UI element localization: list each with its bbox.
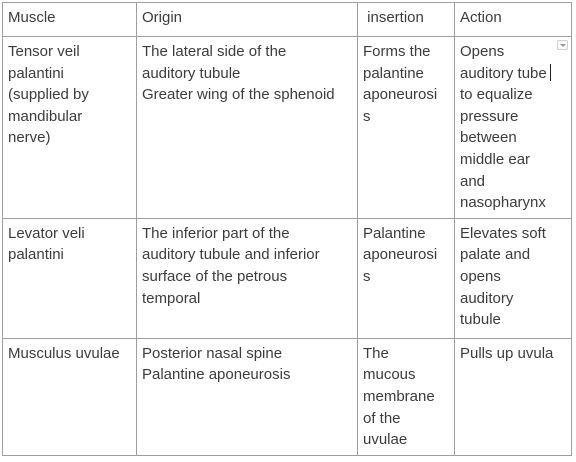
table-row [3,37,572,219]
cell-text: The lateral side of the auditory tubule Greater wing of the sphenoid [142,43,335,104]
table-row [3,218,572,338]
cell-origin[interactable] [137,37,358,219]
cell-insertion[interactable] [358,218,455,338]
header-label-action: Action [460,9,502,26]
cell-text: Musculus uvulae [8,344,120,362]
text-cursor [550,64,551,81]
cell-action[interactable] [455,338,572,455]
cell-insertion[interactable] [358,338,455,455]
cell-text: Elevates soft palate and opens auditory tubule [460,224,546,329]
cell-origin[interactable] [137,338,358,455]
cell-text: Posterior nasal spine Palantine aponeurosis [142,344,291,384]
table-row [3,338,572,455]
cell-text: to equalize pressure between middle ear and nasopharynx [460,86,546,212]
cell-text: Pulls up uvula [460,344,554,362]
cell-muscle[interactable] [3,218,137,338]
cell-action-active[interactable] [455,37,572,219]
cell-text: Forms the palantine aponeurosi s [363,43,438,125]
chevron-down-icon[interactable] [557,40,568,50]
header-label-origin: Origin [142,9,183,26]
cell-text: The inferior part of the auditory tubule and inferior surface of the petrous temporal [142,224,320,307]
cell-text: The mucous membrane of the uvulae [363,344,435,449]
header-cell-action[interactable] [455,3,572,37]
cell-origin[interactable] [137,218,358,338]
cell-text: Tensor veil palantini (supplied by mandibular nerve) [8,43,89,147]
header-cell-muscle[interactable] [3,3,137,37]
header-cell-insertion[interactable] [358,3,455,37]
header-label-muscle: Muscle [8,9,56,26]
cell-action[interactable] [455,218,572,338]
header-label-insertion: insertion [363,9,424,26]
cell-muscle[interactable] [3,338,137,455]
cell-insertion[interactable] [358,37,455,219]
cell-muscle[interactable] [3,37,137,219]
cell-text: Levator veli palantini [8,224,85,264]
cell-text: Opens auditory tube [460,43,547,82]
header-cell-origin[interactable] [137,3,358,37]
muscle-table [2,2,572,456]
cell-text: Palantine aponeurosi s [363,224,438,285]
table-header-row [3,3,572,37]
